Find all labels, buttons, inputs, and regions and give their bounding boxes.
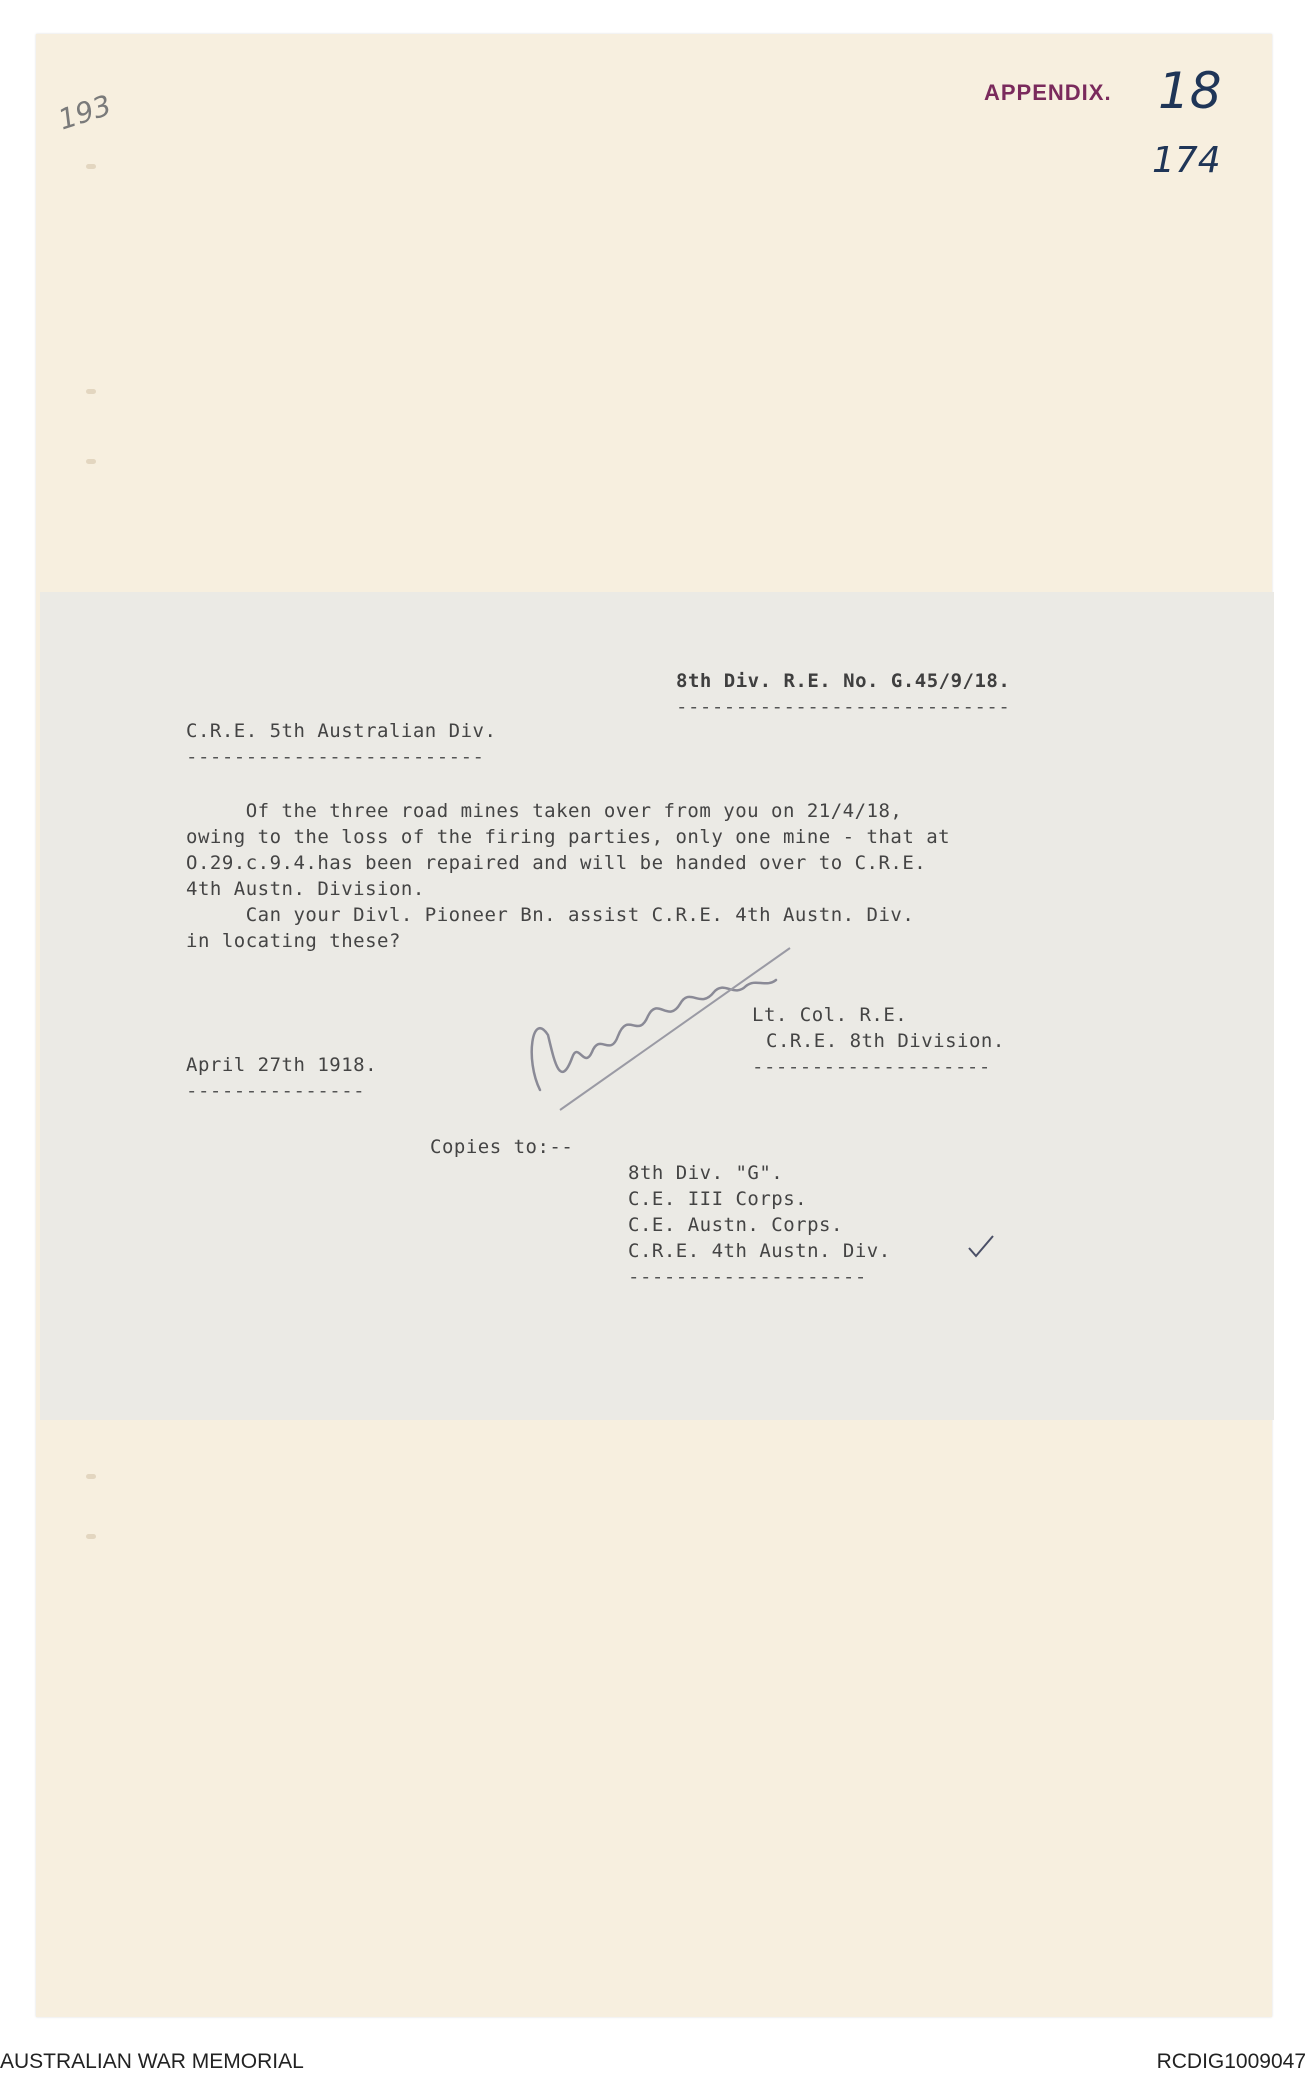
body-line: Of the three road mines taken over from you on 21/4/18, xyxy=(186,800,903,822)
footer-institution: AUSTRALIAN WAR MEMORIAL xyxy=(0,2050,304,2073)
pencil-folio-number: 193 xyxy=(54,88,116,137)
body-line: 4th Austn. Division. xyxy=(186,878,425,900)
body-line: owing to the loss of the firing parties, only one mine - that at xyxy=(186,826,951,848)
copies-to-label: Copies to:-- xyxy=(430,1136,574,1158)
binding-hole xyxy=(86,459,96,464)
copy-recipient: 8th Div. "G". xyxy=(628,1162,784,1184)
reference-underline: ---------------------------- xyxy=(676,696,1011,718)
signature-underline: -------------------- xyxy=(752,1056,991,1078)
pen-folio-number: 174 xyxy=(1152,140,1221,181)
memo-date: April 27th 1918. xyxy=(186,1054,378,1076)
copy-recipient: C.E. Austn. Corps. xyxy=(628,1214,843,1236)
appendix-stamp: APPENDIX. xyxy=(984,80,1112,105)
body-line: Can your Divl. Pioneer Bn. assist C.R.E. 4th Austn. Div. xyxy=(186,904,915,926)
appendix-number: 18 xyxy=(1158,62,1222,120)
copy-recipient: C.E. III Corps. xyxy=(628,1188,808,1210)
copy-recipient: C.R.E. 4th Austn. Div. xyxy=(628,1240,891,1262)
binding-hole xyxy=(86,1474,96,1479)
binding-hole xyxy=(86,164,96,169)
addressee-underline: ------------------------- xyxy=(186,746,485,768)
date-underline: --------------- xyxy=(186,1080,366,1102)
signature-title-rank: Lt. Col. R.E. xyxy=(752,1004,908,1026)
footer-record-id: RCDIG1009047 xyxy=(1156,2050,1306,2073)
binding-hole xyxy=(86,389,96,394)
memo-reference: 8th Div. R.E. No. G.45/9/18. xyxy=(676,670,1011,692)
body-line: in locating these? xyxy=(186,930,401,952)
check-mark-icon xyxy=(966,1234,996,1260)
memo-addressee: C.R.E. 5th Australian Div. xyxy=(186,720,497,742)
copies-underline: -------------------- xyxy=(628,1266,867,1288)
body-line: O.29.c.9.4.has been repaired and will be handed over to C.R.E. xyxy=(186,852,927,874)
signature-title-unit: C.R.E. 8th Division. xyxy=(766,1030,1005,1052)
binding-hole xyxy=(86,1534,96,1539)
